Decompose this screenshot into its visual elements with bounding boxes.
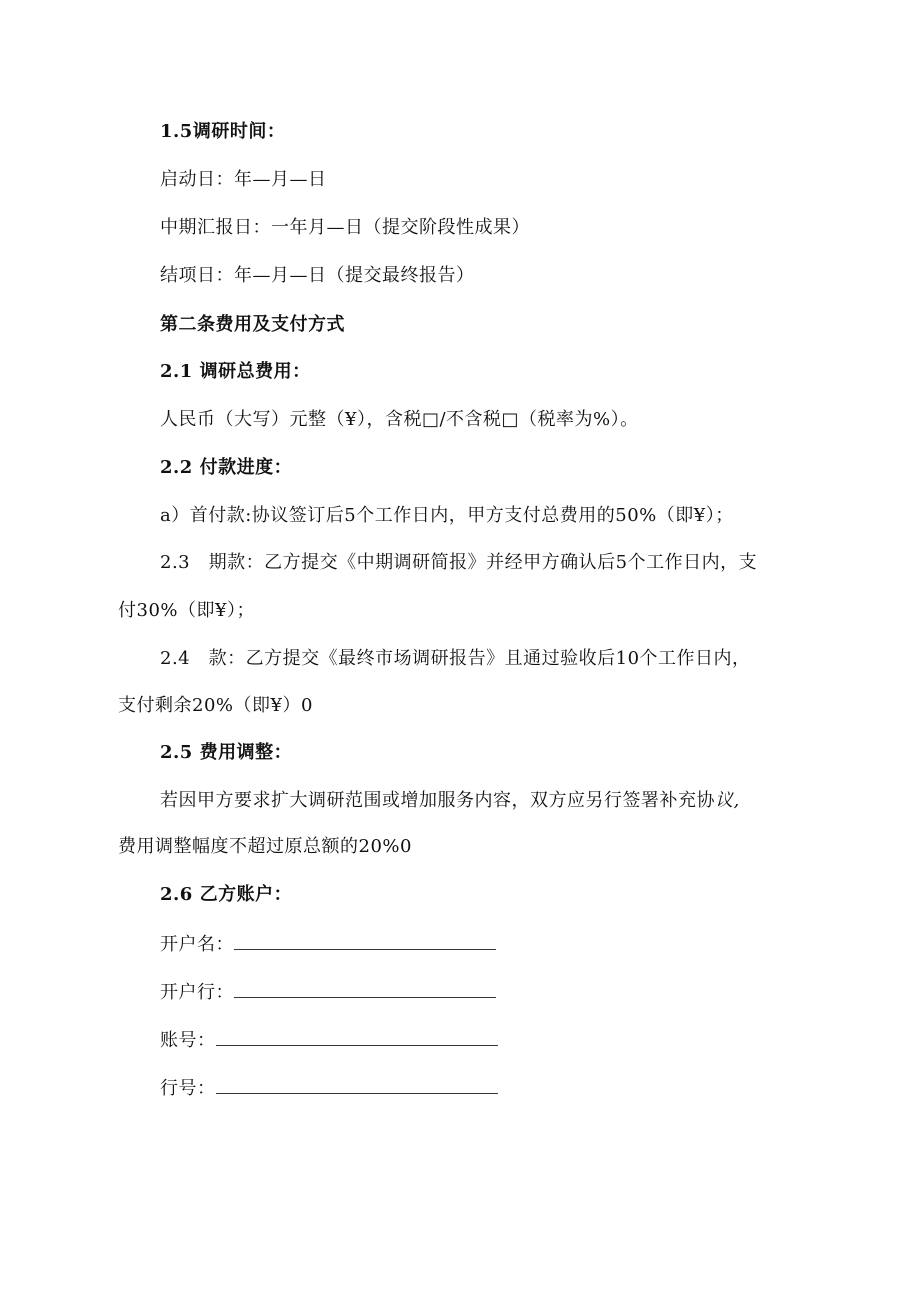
first-payment-text: a）首付款:协议签订后5个工作日内，甲方支付总费用的50%（即¥）；: [160, 505, 734, 526]
section-2-4-line-2: 支付剩余20%（即¥）0: [118, 695, 313, 716]
account-name-row: [160, 931, 496, 957]
section-1-5-heading: 1.5调研时间：: [160, 121, 286, 142]
start-date-line: 启动日：年—月—日: [160, 169, 327, 190]
section-2-3-line-1: 2.3 期款：乙方提交《中期调研简报》并经甲方确认后5个工作日内，支: [160, 552, 758, 573]
section-2-6-heading: 2.6 乙方账户：: [160, 884, 293, 905]
account-bank-row: [160, 979, 496, 1005]
bank-code-blank[interactable]: [216, 1075, 498, 1094]
fee-adjust-line-2: 费用调整幅度不超过原总额的20%0: [118, 836, 412, 857]
article-2-title: 第二条费用及支付方式: [160, 314, 345, 335]
section-2-5-heading: 2.5 费用调整：: [160, 742, 293, 763]
midterm-date-line: 中期汇报日：一年月—日（提交阶段性成果）: [160, 217, 530, 238]
account-number-blank[interactable]: [216, 1027, 498, 1046]
account-bank-blank[interactable]: [234, 979, 496, 998]
account-number-row: [160, 1027, 498, 1053]
account-name-blank[interactable]: [234, 931, 496, 950]
section-2-4-line-1: 2.4 款：乙方提交《最终市场调研报告》且通过验收后10个工作日内，: [160, 648, 751, 669]
end-date-line: 结项日：年—月—日（提交最终报告）: [160, 265, 475, 286]
section-2-1-heading: 2.1 调研总费用：: [160, 361, 311, 382]
fee-adjust-line-1-tail: 议,: [715, 790, 740, 811]
bank-code-row: [160, 1075, 498, 1101]
fee-adjust-line-1-main: 若因甲方要求扩大调研范围或增加服务内容，双方应另行签署补充协: [160, 790, 715, 811]
section-2-3-line-2: 付30%（即¥）；: [118, 600, 255, 621]
fee-adjust-line-1: [160, 789, 740, 813]
account-number-label: 账号：: [160, 1030, 216, 1051]
section-2-2-heading: 2.2 付款进度：: [160, 457, 293, 478]
bank-code-label: 行号：: [160, 1078, 216, 1099]
account-bank-label: 开户行：: [160, 982, 234, 1003]
total-fee-text: 人民币（大写）元整（¥），含税□/不含税□（税率为%）。: [160, 409, 639, 430]
account-name-label: 开户名：: [160, 934, 234, 955]
